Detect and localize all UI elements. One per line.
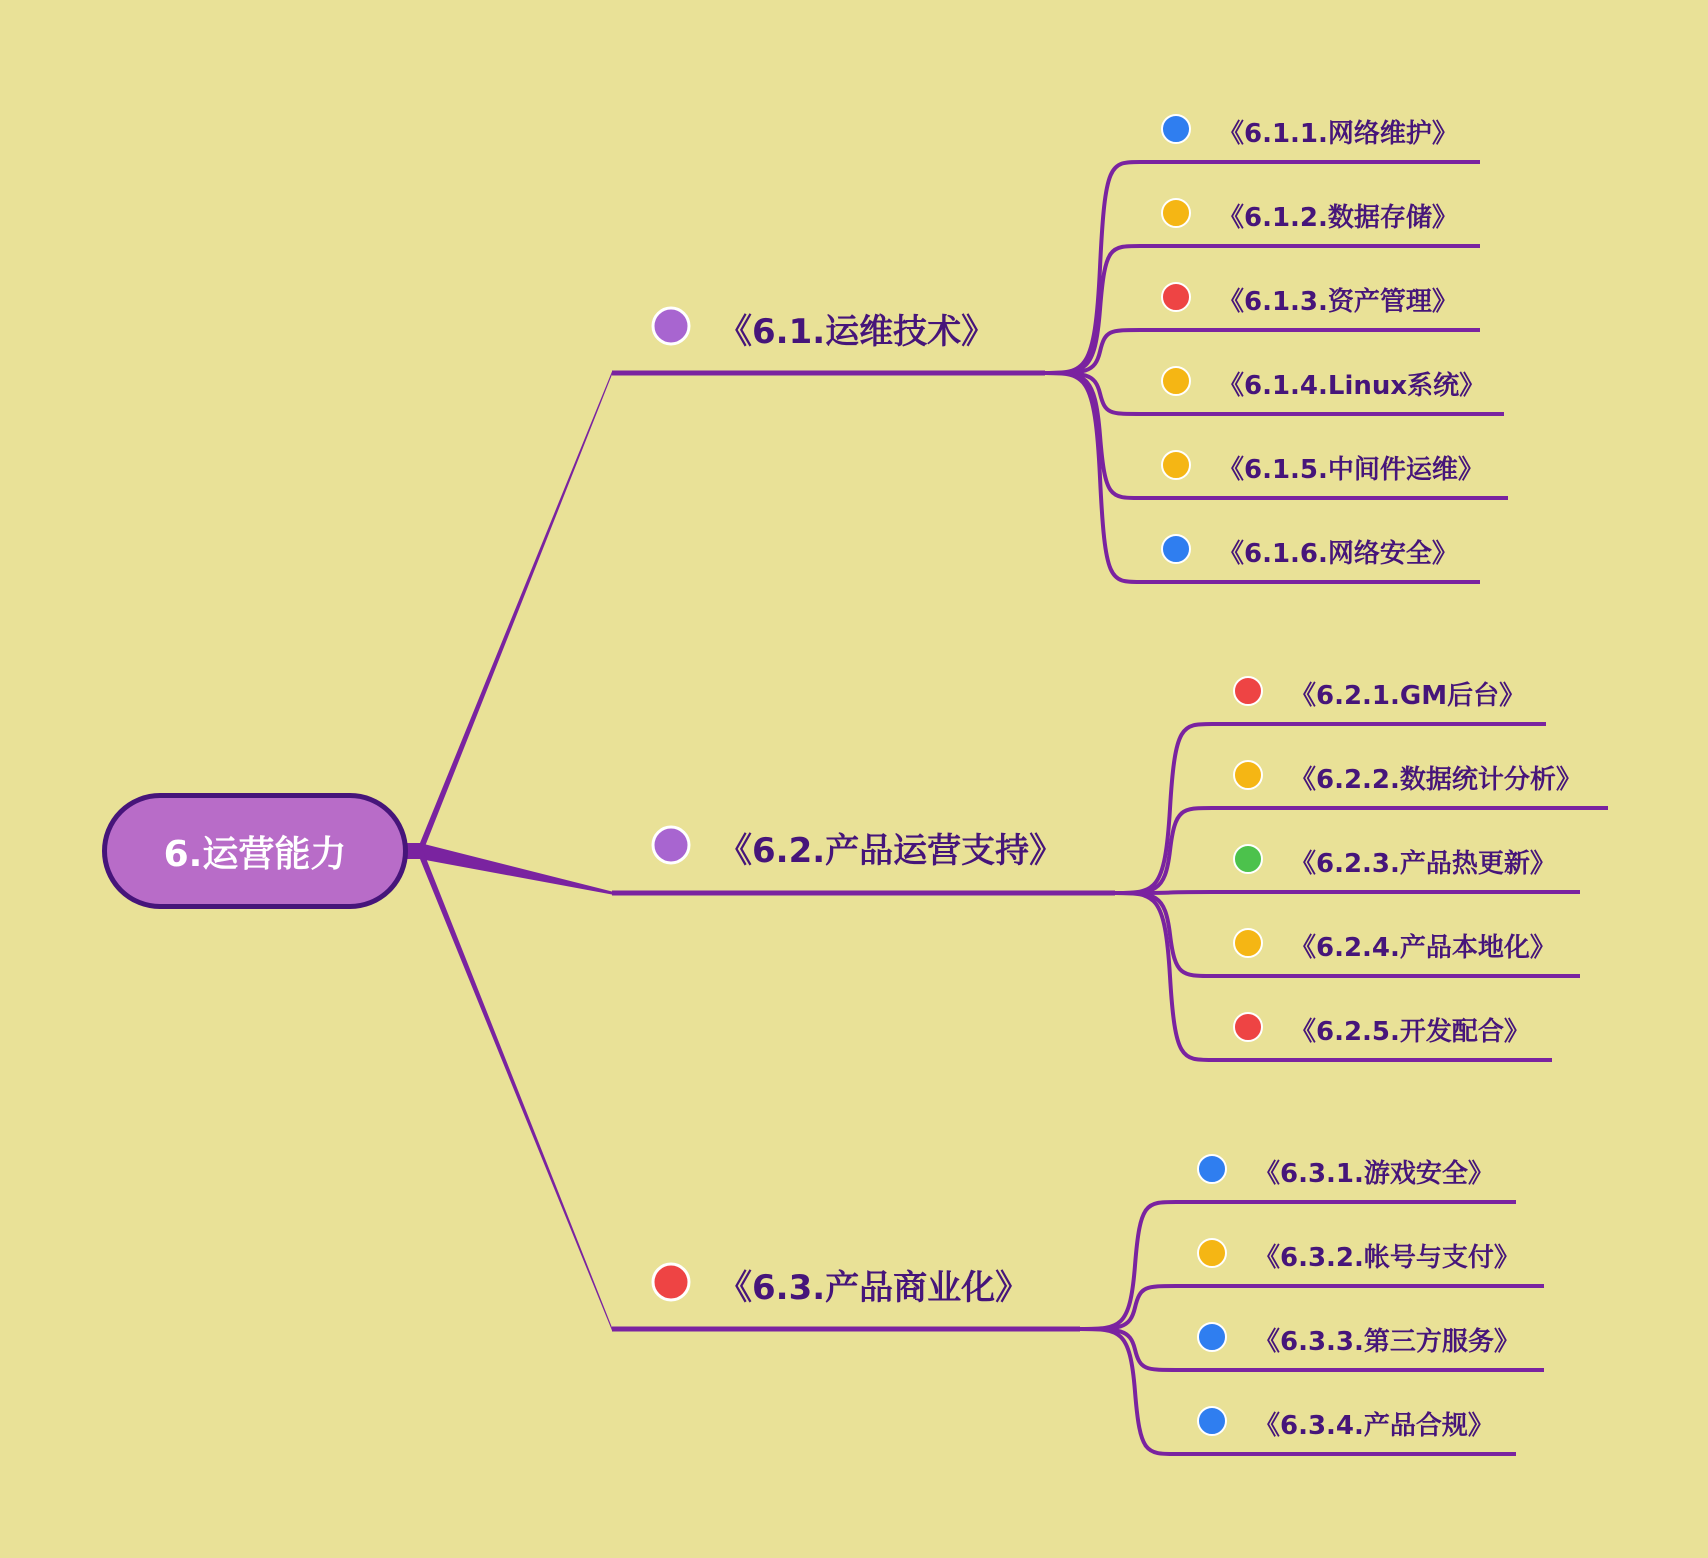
branch-3-dot (653, 1264, 689, 1300)
child-1-6-dot (1162, 535, 1190, 563)
child-1-3-label[interactable]: 《6.1.3.资产管理》 (1218, 287, 1458, 317)
child-1-1-label[interactable]: 《6.1.1.网络维护》 (1218, 119, 1458, 149)
child-1-3-dot (1162, 283, 1190, 311)
child-1-2-label[interactable]: 《6.1.2.数据存储》 (1218, 203, 1458, 233)
child-1-4-dot (1162, 367, 1190, 395)
branch-2-label[interactable]: 《6.2.产品运营支持》 (718, 831, 1064, 871)
child-2-3-connector (1115, 892, 1580, 893)
child-2-3-dot (1234, 845, 1262, 873)
child-1-6-label[interactable]: 《6.1.6.网络安全》 (1218, 539, 1458, 569)
child-2-4-dot (1234, 929, 1262, 957)
child-1-5-dot (1162, 451, 1190, 479)
child-1-1-connector (1045, 162, 1480, 373)
child-3-3-label[interactable]: 《6.3.3.第三方服务》 (1254, 1327, 1520, 1357)
root-node[interactable] (102, 793, 408, 909)
child-2-1-dot (1234, 677, 1262, 705)
branch-3-label[interactable]: 《6.3.产品商业化》 (718, 1268, 1030, 1308)
child-3-1-label[interactable]: 《6.3.1.游戏安全》 (1254, 1159, 1494, 1189)
branch-1-connector (420, 372, 612, 860)
child-2-4-label[interactable]: 《6.2.4.产品本地化》 (1290, 933, 1556, 963)
child-3-2-dot (1198, 1239, 1226, 1267)
branch-2-connector (420, 843, 612, 895)
child-1-5-label[interactable]: 《6.1.5.中间件运维》 (1218, 455, 1484, 485)
branch-1-label[interactable]: 《6.1.运维技术》 (718, 312, 996, 352)
child-2-5-label[interactable]: 《6.2.5.开发配合》 (1290, 1017, 1530, 1047)
branch-3-connector (420, 843, 612, 1331)
child-3-4-label[interactable]: 《6.3.4.产品合规》 (1254, 1411, 1494, 1441)
child-2-5-dot (1234, 1013, 1262, 1041)
branch-2-dot (653, 827, 689, 863)
child-3-2-label[interactable]: 《6.3.2.帐号与支付》 (1254, 1243, 1520, 1273)
child-1-4-label[interactable]: 《6.1.4.Linux系统》 (1218, 371, 1486, 401)
child-3-4-dot (1198, 1407, 1226, 1435)
child-2-3-label[interactable]: 《6.2.3.产品热更新》 (1290, 849, 1556, 879)
child-2-2-label[interactable]: 《6.2.2.数据统计分析》 (1290, 765, 1582, 795)
child-2-2-dot (1234, 761, 1262, 789)
child-3-1-dot (1198, 1155, 1226, 1183)
child-1-1-dot (1162, 115, 1190, 143)
child-2-1-label[interactable]: 《6.2.1.GM后台》 (1290, 681, 1526, 711)
branch-1-dot (653, 308, 689, 344)
root-label: 6.运营能力 (163, 833, 347, 875)
child-3-3-dot (1198, 1323, 1226, 1351)
child-1-2-dot (1162, 199, 1190, 227)
